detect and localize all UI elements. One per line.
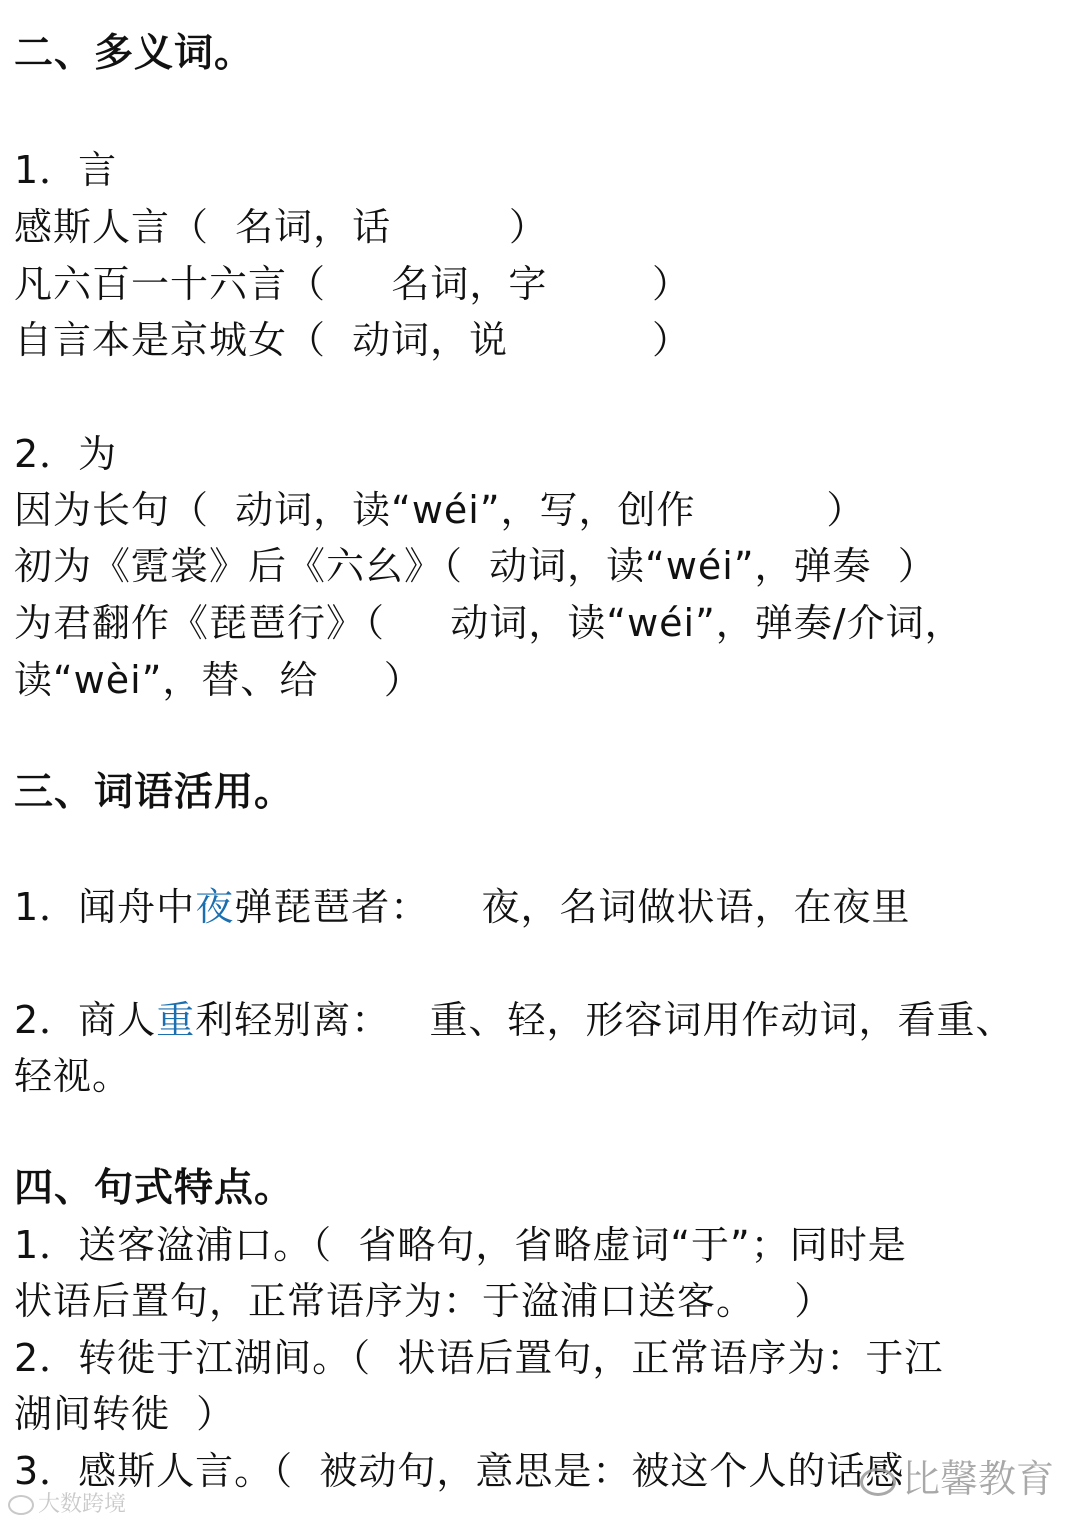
pattern-line: 状语后置句，正常语序为：于湓浦口送客。 ） <box>14 1279 834 1323</box>
watermark-left: 大数跨境 <box>8 1490 126 1520</box>
example-line: 感斯人言（ 名词，话 ） <box>14 205 548 249</box>
item-title-yan: 1．言 <box>14 148 118 192</box>
example-line: 因为长句（ 动词，读“wéi”，写，创作 ） <box>14 488 866 532</box>
example-line: 初为《霓裳》后《六幺》（ 动词，读“wéi”，弹奏 ） <box>14 544 937 588</box>
usage-suffix: 利轻别离： 重、轻，形容词用作动词，看重、 <box>195 998 1015 1042</box>
example-line: 为君翻作《琵琶行》（ 动词，读“wéi”，弹奏/介词， <box>14 601 964 645</box>
pattern-line: 湖间转徙 ） <box>14 1392 236 1436</box>
usage-line-continued: 轻视。 <box>14 1054 132 1098</box>
example-line: 凡六百一十六言（ 名词，字 ） <box>14 262 692 306</box>
highlighted-word: 重 <box>156 998 196 1042</box>
item-title-wei: 2．为 <box>14 432 118 476</box>
usage-prefix: 1．闻舟中 <box>14 885 196 929</box>
section-heading-polysemy: 二、多义词。 <box>14 31 255 76</box>
logo-icon <box>8 1495 34 1515</box>
usage-line <box>14 883 1070 931</box>
usage-line <box>14 996 1070 1044</box>
example-line: 自言本是京城女（ 动词，说 ） <box>14 318 692 362</box>
pattern-line: 3．感斯人言。（ 被动句，意思是：被这个人的话感 <box>14 1449 905 1493</box>
usage-prefix: 2．商人 <box>14 998 157 1042</box>
section-heading-sentence-patterns: 四、句式特点。 <box>14 1166 295 1211</box>
example-line: 读“wèi”，替、给 ） <box>14 658 423 702</box>
highlighted-word: 夜 <box>195 885 235 929</box>
section-heading-word-usage: 三、词语活用。 <box>14 770 295 815</box>
wechat-icon <box>860 1468 896 1496</box>
usage-suffix: 弹琵琶者： 夜，名词做状语，在夜里 <box>234 885 911 929</box>
pattern-line: 2．转徙于江湖间。（ 状语后置句，正常语序为：于江 <box>14 1336 944 1380</box>
pattern-line: 1．送客湓浦口。（ 省略句，省略虚词“于”；同时是 <box>14 1223 907 1267</box>
watermark-right: 比馨教育 <box>860 1455 1054 1503</box>
